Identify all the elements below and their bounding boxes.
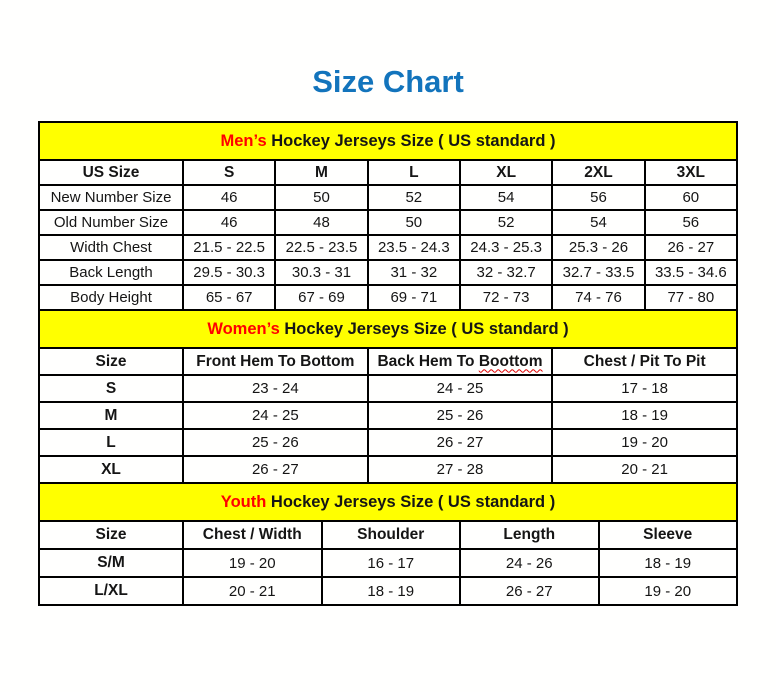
table-cell: 24 - 25 bbox=[368, 375, 553, 402]
table-cell: 22.5 - 23.5 bbox=[275, 235, 367, 260]
table-cell: 77 - 80 bbox=[645, 285, 737, 310]
table-cell: 52 bbox=[368, 185, 460, 210]
mens-size-table bbox=[38, 121, 738, 311]
womens-header-row bbox=[39, 348, 737, 375]
table-row bbox=[39, 210, 737, 235]
table-cell: 17 - 18 bbox=[552, 375, 737, 402]
table-cell: 21.5 - 22.5 bbox=[183, 235, 275, 260]
mens-banner-rest: Hockey Jerseys Size ( US standard ) bbox=[266, 131, 556, 150]
table-row bbox=[39, 375, 737, 402]
table-row bbox=[39, 549, 737, 577]
mens-banner-cell bbox=[39, 122, 737, 160]
table-row bbox=[39, 235, 737, 260]
table-cell: 25.3 - 26 bbox=[552, 235, 644, 260]
youth-header-cell: Shoulder bbox=[322, 521, 461, 549]
table-cell: 16 - 17 bbox=[322, 549, 461, 577]
table-cell: 65 - 67 bbox=[183, 285, 275, 310]
table-cell: 72 - 73 bbox=[460, 285, 552, 310]
youth-section-banner bbox=[39, 483, 737, 521]
table-cell: 26 - 27 bbox=[183, 456, 368, 483]
table-cell: 23.5 - 24.3 bbox=[368, 235, 460, 260]
table-cell: 67 - 69 bbox=[275, 285, 367, 310]
table-cell: 30.3 - 31 bbox=[275, 260, 367, 285]
youth-size-table bbox=[38, 482, 738, 606]
row-label: XL bbox=[39, 456, 183, 483]
table-cell: 24.3 - 25.3 bbox=[460, 235, 552, 260]
womens-header-cell bbox=[368, 348, 553, 375]
row-label: New Number Size bbox=[39, 185, 183, 210]
youth-header-cell: Size bbox=[39, 521, 183, 549]
womens-size-table bbox=[38, 309, 738, 484]
table-cell: 48 bbox=[275, 210, 367, 235]
row-label: Width Chest bbox=[39, 235, 183, 260]
table-cell: 19 - 20 bbox=[552, 429, 737, 456]
table-cell: 50 bbox=[275, 185, 367, 210]
size-chart-tables bbox=[38, 121, 738, 606]
table-cell: 27 - 28 bbox=[368, 456, 553, 483]
womens-banner-cell bbox=[39, 310, 737, 348]
table-cell: 46 bbox=[183, 185, 275, 210]
table-cell: 20 - 21 bbox=[183, 577, 322, 605]
table-row bbox=[39, 402, 737, 429]
table-cell: 26 - 27 bbox=[645, 235, 737, 260]
table-row bbox=[39, 260, 737, 285]
mens-header-cell: 2XL bbox=[552, 160, 644, 185]
table-row bbox=[39, 456, 737, 483]
page-title: Size Chart bbox=[312, 64, 464, 99]
table-cell: 32.7 - 33.5 bbox=[552, 260, 644, 285]
row-label: S bbox=[39, 375, 183, 402]
womens-header-cell: Front Hem To Bottom bbox=[183, 348, 368, 375]
table-cell: 56 bbox=[645, 210, 737, 235]
table-cell: 54 bbox=[460, 185, 552, 210]
table-cell: 19 - 20 bbox=[183, 549, 322, 577]
table-cell: 19 - 20 bbox=[599, 577, 738, 605]
table-cell: 24 - 25 bbox=[183, 402, 368, 429]
table-cell: 26 - 27 bbox=[460, 577, 599, 605]
table-cell: 74 - 76 bbox=[552, 285, 644, 310]
table-cell: 23 - 24 bbox=[183, 375, 368, 402]
row-label: Back Length bbox=[39, 260, 183, 285]
table-cell: 29.5 - 30.3 bbox=[183, 260, 275, 285]
mens-header-cell: M bbox=[275, 160, 367, 185]
table-row bbox=[39, 185, 737, 210]
youth-header-cell: Length bbox=[460, 521, 599, 549]
row-label: M bbox=[39, 402, 183, 429]
table-cell: 56 bbox=[552, 185, 644, 210]
table-cell: 24 - 26 bbox=[460, 549, 599, 577]
table-cell: 18 - 19 bbox=[552, 402, 737, 429]
row-label: L bbox=[39, 429, 183, 456]
womens-header-cell: Size bbox=[39, 348, 183, 375]
youth-header-cell: Chest / Width bbox=[183, 521, 322, 549]
mens-header-cell: US Size bbox=[39, 160, 183, 185]
womens-section-banner bbox=[39, 310, 737, 348]
table-cell: 25 - 26 bbox=[368, 402, 553, 429]
table-cell: 69 - 71 bbox=[368, 285, 460, 310]
mens-header-cell: XL bbox=[460, 160, 552, 185]
table-cell: 20 - 21 bbox=[552, 456, 737, 483]
mens-header-cell: S bbox=[183, 160, 275, 185]
womens-header-cell: Chest / Pit To Pit bbox=[552, 348, 737, 375]
youth-header-row bbox=[39, 521, 737, 549]
youth-banner-rest: Hockey Jerseys Size ( US standard ) bbox=[266, 492, 556, 511]
womens-header-text: Back Hem To bbox=[377, 352, 479, 370]
table-cell: 50 bbox=[368, 210, 460, 235]
table-row bbox=[39, 429, 737, 456]
table-cell: 60 bbox=[645, 185, 737, 210]
table-cell: 18 - 19 bbox=[599, 549, 738, 577]
mens-header-cell: 3XL bbox=[645, 160, 737, 185]
mens-header-cell: L bbox=[368, 160, 460, 185]
table-cell: 33.5 - 34.6 bbox=[645, 260, 737, 285]
row-label: Old Number Size bbox=[39, 210, 183, 235]
table-cell: 52 bbox=[460, 210, 552, 235]
misspelled-word: Boottom bbox=[478, 352, 543, 370]
womens-banner-rest: Hockey Jerseys Size ( US standard ) bbox=[279, 319, 569, 338]
row-label: L/XL bbox=[39, 577, 183, 605]
table-row bbox=[39, 577, 737, 605]
table-row bbox=[39, 285, 737, 310]
table-cell: 46 bbox=[183, 210, 275, 235]
table-cell: 25 - 26 bbox=[183, 429, 368, 456]
youth-header-cell: Sleeve bbox=[599, 521, 738, 549]
youth-banner-cell bbox=[39, 483, 737, 521]
youth-banner-highlight: Youth bbox=[220, 492, 267, 511]
mens-banner-highlight: Men’s bbox=[220, 131, 267, 150]
table-cell: 32 - 32.7 bbox=[460, 260, 552, 285]
table-cell: 18 - 19 bbox=[322, 577, 461, 605]
row-label: S/M bbox=[39, 549, 183, 577]
mens-header-row bbox=[39, 160, 737, 185]
womens-banner-highlight: Women’s bbox=[207, 319, 280, 338]
mens-section-banner bbox=[39, 122, 737, 160]
table-cell: 54 bbox=[552, 210, 644, 235]
table-cell: 26 - 27 bbox=[368, 429, 553, 456]
row-label: Body Height bbox=[39, 285, 183, 310]
table-cell: 31 - 32 bbox=[368, 260, 460, 285]
